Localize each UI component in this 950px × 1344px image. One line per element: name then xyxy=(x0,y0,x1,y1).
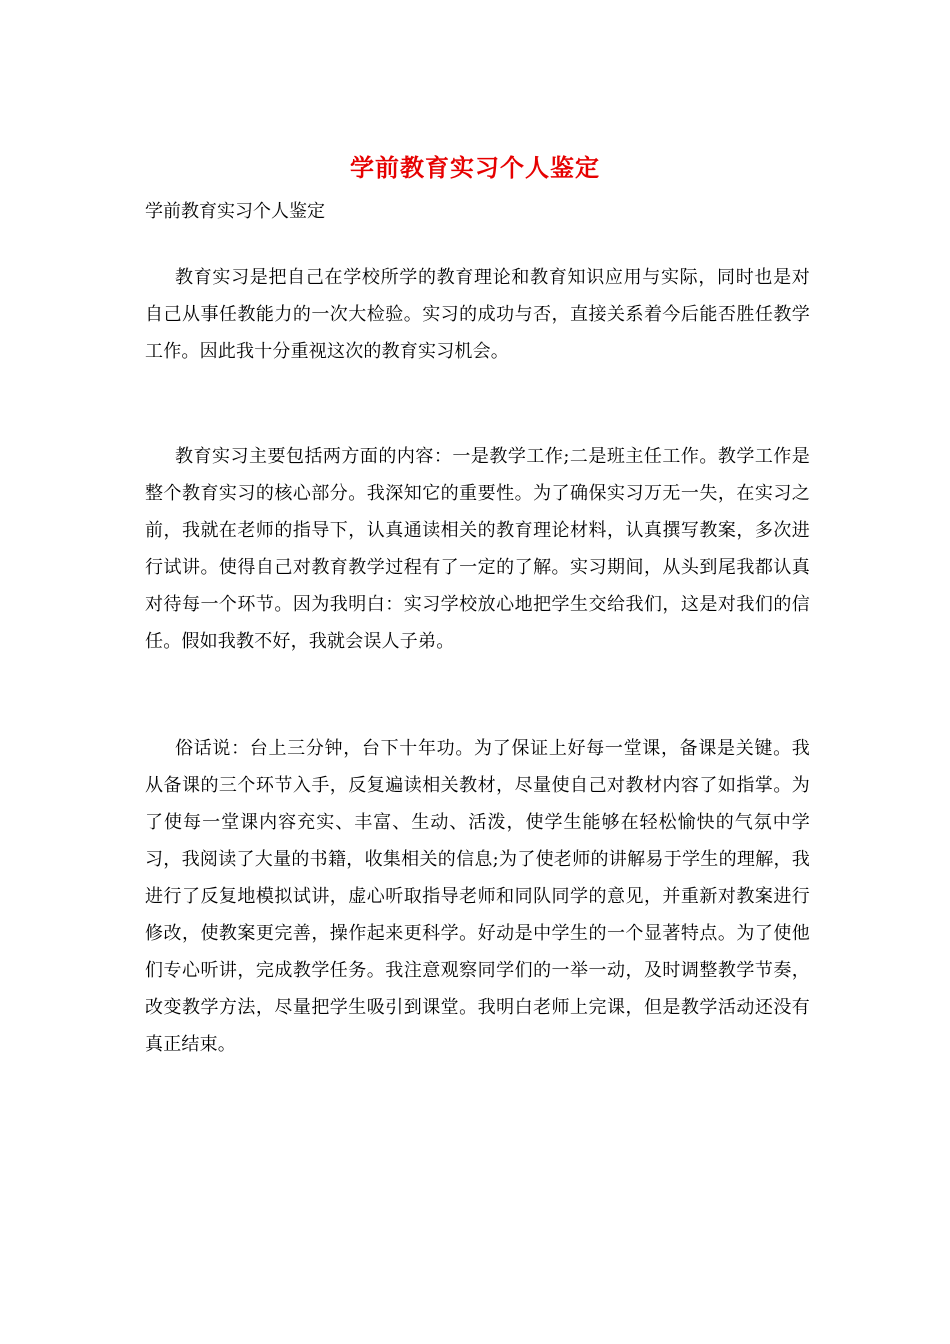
paragraph-3: 俗话说：台上三分钟，台下十年功。为了保证上好每一堂课，备课是关键。我从备课的三个环节入手，反复遍读相关教材，尽量使自己对教材内容了如指掌。为了使每一堂课内容充实、丰富、生动、活泼，使学生能够在轻松愉快的气氛中学习，我阅读了大量的书籍，收集相关的信息;为了使老师的讲解易于学生的理解，我进行了反复地模拟试讲，虚心听取指导老师和同队同学的意见，并重新对教案进行修改，使教案更完善，操作起来更科学。好动是中学生的一个显著特点。为了使他们专心听讲，完成教学任务。我注意观察同学们的一举一动，及时调整教学节奏，改变教学方法，尽量把学生吸引到课堂。我明白老师上完课，但是教学活动还没有真正结束。 xyxy=(145,738,810,1055)
paragraph-2: 教育实习主要包括两方面的内容：一是教学工作;二是班主任工作。教学工作是整个教育实习的核心部分。我深知它的重要性。为了确保实习万无一失，在实习之前，我就在老师的指导下，认真通读相关的教育理论材料，认真撰写教案，多次进行试讲。使得自己对教育教学过程有了一定的了解。实习期间，从头到尾我都认真对待每一个环节。因为我明白：实习学校放心地把学生交给我们，这是对我们的信任。假如我教不好，我就会误人子弟。 xyxy=(145,446,810,652)
paragraph-1: 教育实习是把自己在学校所学的教育理论和教育知识应用与实际，同时也是对自己从事任教能力的一次大检验。实习的成功与否，直接关系着今后能否胜任教学工作。因此我十分重视这次的教育实习机会。 xyxy=(145,267,810,362)
document-subtitle: 学前教育实习个人鉴定 xyxy=(145,201,325,222)
document-title: 学前教育实习个人鉴定 xyxy=(350,153,600,182)
